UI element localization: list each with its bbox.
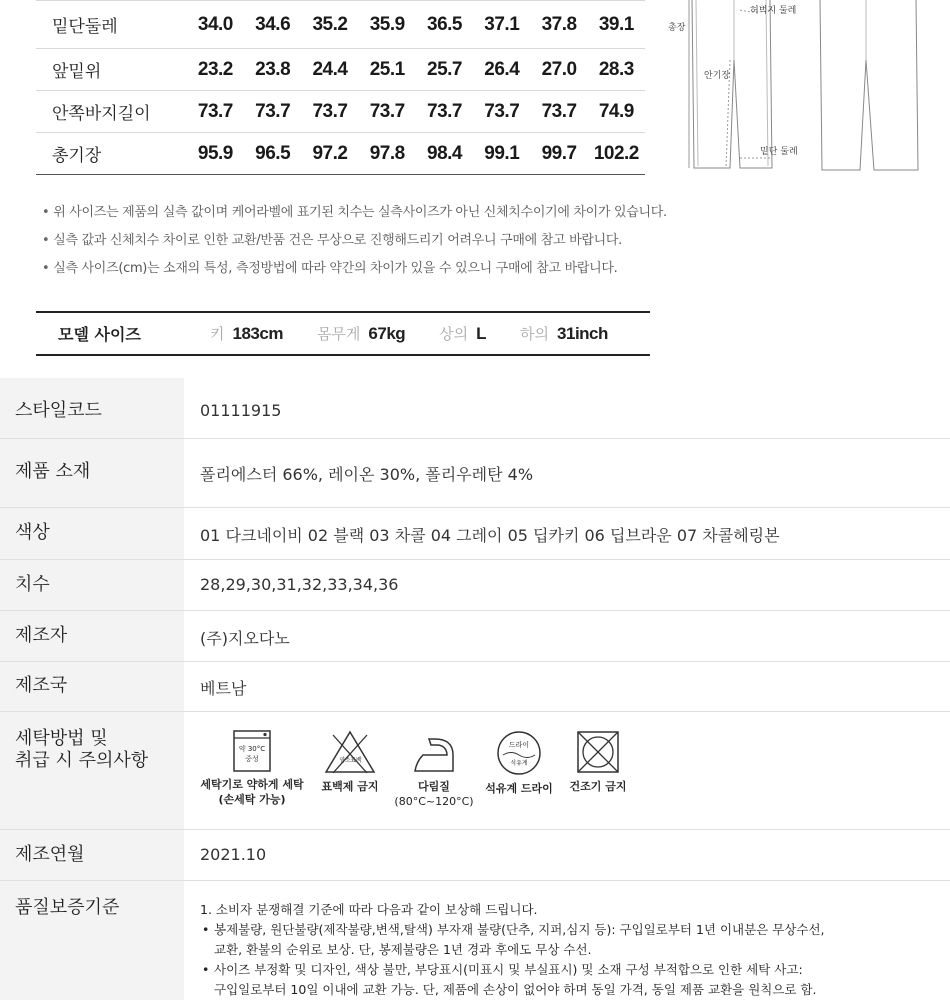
no-tumble-dry-icon: [575, 729, 621, 775]
care-item-iron: [392, 729, 476, 809]
pants-diagram: [660, 0, 950, 180]
size-row-label: 밑단둘레: [36, 1, 187, 49]
size-cell: 99.7: [530, 133, 587, 175]
svg-text:석유계: 석유계: [510, 760, 528, 767]
care-caption: 표백제 금지: [321, 780, 379, 793]
size-cell: 73.7: [473, 91, 530, 133]
care-label-line2: 취급 시 주의사항: [15, 750, 149, 771]
diagram-label-inseam: 안기장: [704, 71, 731, 81]
care-caption: 다림질 (80°C~120°C): [394, 780, 474, 808]
size-cell: 23.8: [244, 49, 301, 91]
info-label: 품질보증기준: [0, 881, 184, 1000]
size-cell: 24.4: [301, 49, 358, 91]
model-height-label: 키: [210, 325, 225, 343]
dry-clean-icon: [495, 729, 543, 777]
size-row: [36, 49, 645, 91]
size-row-label: 앞밑위: [36, 49, 187, 91]
diagram-label-total: 총장: [668, 23, 686, 33]
size-cell: 73.7: [244, 91, 301, 133]
size-row: [36, 133, 645, 175]
model-size-bar: [36, 311, 650, 356]
info-label: 제조연월: [0, 830, 184, 880]
iron-icon: [409, 729, 459, 775]
size-cell: 28.3: [588, 49, 645, 91]
care-icons: [200, 729, 950, 809]
size-cell: 34.0: [187, 1, 244, 49]
model-weight-label: 몸무게: [316, 325, 361, 343]
size-row: [36, 1, 645, 49]
svg-text:약 30°C: 약 30°C: [238, 745, 266, 753]
info-value: 01111915: [200, 401, 282, 420]
info-value: 폴리에스터 66%, 레이온 30%, 폴리우레탄 4%: [200, 465, 534, 484]
wash-tub-icon: [232, 729, 272, 773]
diagram-label-hem: 밑단 둘레: [760, 147, 798, 157]
note-item: • 실측 사이즈(cm)는 소재의 특성, 측정방법에 따라 약간의 차이가 있을 수 있으니 구매에 참고 바랍니다.: [42, 259, 742, 287]
model-size-title: 모델 사이즈: [58, 325, 141, 344]
info-row-quality: [0, 881, 950, 1000]
size-cell: 97.8: [359, 133, 416, 175]
quality-value: [184, 881, 950, 1000]
info-row-maker: [0, 611, 950, 662]
size-table: [36, 0, 645, 175]
model-bottom-label: 하의: [520, 325, 550, 343]
size-cell: 74.9: [588, 91, 645, 133]
info-row-country: [0, 662, 950, 712]
info-label: 제품 소재: [0, 439, 184, 507]
info-label: 제조자: [0, 611, 184, 661]
svg-text:드라이: 드라이: [508, 741, 530, 749]
size-cell: 34.6: [244, 1, 301, 49]
size-cell: 102.2: [588, 133, 645, 175]
size-row-label: 안쪽바지길이: [36, 91, 187, 133]
care-item-wash: [200, 729, 304, 809]
care-label-line1: 세탁방법 및: [15, 728, 108, 749]
size-cell: 73.7: [530, 91, 587, 133]
care-caption: 건조기 금지: [569, 780, 627, 793]
size-row: [36, 91, 645, 133]
note-item: • 위 사이즈는 제품의 실측 값이며 케어라벨에 표기된 치수는 실측사이즈가 아닌 신체치수이기에 차이가 있습니다.: [42, 203, 742, 231]
note-item: • 실측 값과 신체치수 차이로 인한 교환/반품 건은 무상으로 진행해드리기 어려우니 구매에 참고 바랍니다.: [42, 231, 742, 259]
svg-text:염소: 염소: [339, 757, 351, 764]
size-cell: 73.7: [187, 91, 244, 133]
quality-text: [200, 900, 950, 1000]
care-item-bleach: [310, 729, 390, 809]
info-label: 제조국: [0, 662, 184, 711]
size-cell: 97.2: [301, 133, 358, 175]
size-cell: 35.9: [359, 1, 416, 49]
model-weight-value: 67kg: [368, 323, 406, 343]
info-label: 색상: [0, 508, 184, 559]
size-row-label: 총기장: [36, 133, 187, 175]
measurement-diagram: [660, 0, 950, 180]
care-value: [184, 712, 950, 829]
quality-bullet: • 사이즈 부정확 및 디자인, 색상 불만, 부당표시(미표시 및 부실표시) 및 소재 구성 부적합으로 인한 세탁 사고: 구입일로부터 10일 이내에 교환 가능. 단, 제품에 손상이 없어야 하며 동일 가격, 동일 제품 교환을 원칙으로 함.: [200, 960, 950, 1000]
size-cell: 37.1: [473, 1, 530, 49]
info-label-care: [0, 712, 184, 829]
diagram-label-thigh: 허벅지 둘레: [750, 6, 797, 16]
model-bottom-value: 31inch: [557, 323, 608, 343]
info-row-color: [0, 508, 950, 560]
size-cell: 95.9: [187, 133, 244, 175]
size-cell: 73.7: [359, 91, 416, 133]
size-cell: 35.2: [301, 1, 358, 49]
svg-text:중성: 중성: [245, 755, 259, 763]
size-cell: 25.1: [359, 49, 416, 91]
size-cell: 36.5: [416, 1, 473, 49]
info-label: 스타일코드: [0, 378, 184, 438]
info-row-style-code: [0, 378, 950, 439]
care-caption: 세탁기로 약하게 세탁 (손세탁 가능): [200, 778, 304, 806]
info-value: 28,29,30,31,32,33,34,36: [200, 575, 399, 594]
size-cell: 98.4: [416, 133, 473, 175]
product-info-table: [0, 378, 950, 1000]
model-top-value: L: [476, 323, 487, 343]
info-row-date: [0, 830, 950, 881]
size-cell: 26.4: [473, 49, 530, 91]
size-cell: 73.7: [301, 91, 358, 133]
info-row-care: [0, 712, 950, 830]
size-cell: 99.1: [473, 133, 530, 175]
size-cell: 96.5: [244, 133, 301, 175]
care-item-tumble: [562, 729, 634, 809]
size-cell: 39.1: [588, 1, 645, 49]
info-row-size: [0, 560, 950, 611]
size-cell: 25.7: [416, 49, 473, 91]
model-height-value: 183cm: [232, 323, 283, 343]
size-notes: [42, 203, 742, 287]
info-value: 베트남: [200, 679, 247, 698]
info-row-material: [0, 439, 950, 508]
size-cell: 23.2: [187, 49, 244, 91]
info-value: (주)지오다노: [200, 629, 290, 648]
size-cell: 27.0: [530, 49, 587, 91]
care-caption: 석유계 드라이: [485, 782, 553, 795]
quality-line: 1. 소비자 분쟁해결 기준에 따라 다음과 같이 보상해 드립니다.: [200, 902, 538, 917]
model-top-label: 상의: [439, 325, 469, 343]
no-bleach-icon: [323, 729, 377, 775]
info-value: 2021.10: [200, 845, 267, 864]
quality-bullet: • 봉제불량, 원단불량(제작불량,변색,탈색) 부자재 불량(단추, 지퍼,심지 등): 구입일로부터 1년 이내분은 무상수선, 교환, 환불의 순위로 보상. 단, 봉제불량은 1년 경과 후에도 무상 수선.: [200, 920, 950, 960]
size-cell: 37.8: [530, 1, 587, 49]
care-item-dryclean: [476, 729, 562, 809]
info-label: 치수: [0, 560, 184, 610]
info-value: 01 다크네이비 02 블랙 03 차콜 04 그레이 05 딥카키 06 딥브라운 07 차콜헤링본: [200, 526, 780, 545]
svg-text:표백: 표백: [350, 757, 362, 764]
size-cell: 73.7: [416, 91, 473, 133]
